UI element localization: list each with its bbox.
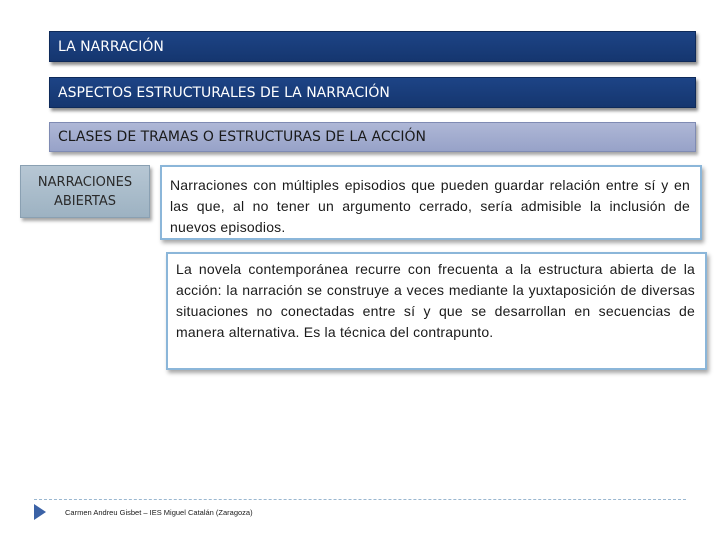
example-text: La novela contemporánea recurre con frecuenta a la estructura abierta de la acción: la narración se construye a veces mediante la yuxtaposición de diversas situaciones no conectadas entre sí y que se desarrollan en secuencias de manera alternativa. Es la técnica del contrapunto. xyxy=(176,261,695,340)
footer-credit: Carmen Andreu Gisbet – IES Miguel Catalán (Zaragoza) xyxy=(65,508,253,517)
footer-divider xyxy=(34,499,686,500)
title-bar xyxy=(49,31,696,62)
side-label-line-2: ABIERTAS xyxy=(53,193,117,209)
definition-text: Narraciones con múltiples episodios que pueden guardar relación entre sí y en las que, al no tener un argumento cerrado, sería admisible la inclusión de nuevos episodios. xyxy=(170,177,690,235)
section-text: CLASES DE TRAMAS O ESTRUCTURAS DE LA ACCIÓN xyxy=(58,129,427,145)
subtitle-text: ASPECTOS ESTRUCTURALES DE LA NARRACIÓN xyxy=(58,84,390,101)
example-box xyxy=(166,252,707,370)
side-label-line-1: NARRACIONES xyxy=(37,174,133,190)
triangle-arrow-icon xyxy=(34,504,46,520)
subtitle-bar xyxy=(49,77,696,108)
side-label-box xyxy=(20,165,150,218)
title-text: LA NARRACIÓN xyxy=(58,38,164,55)
section-bar xyxy=(49,122,696,152)
definition-box xyxy=(160,165,702,240)
